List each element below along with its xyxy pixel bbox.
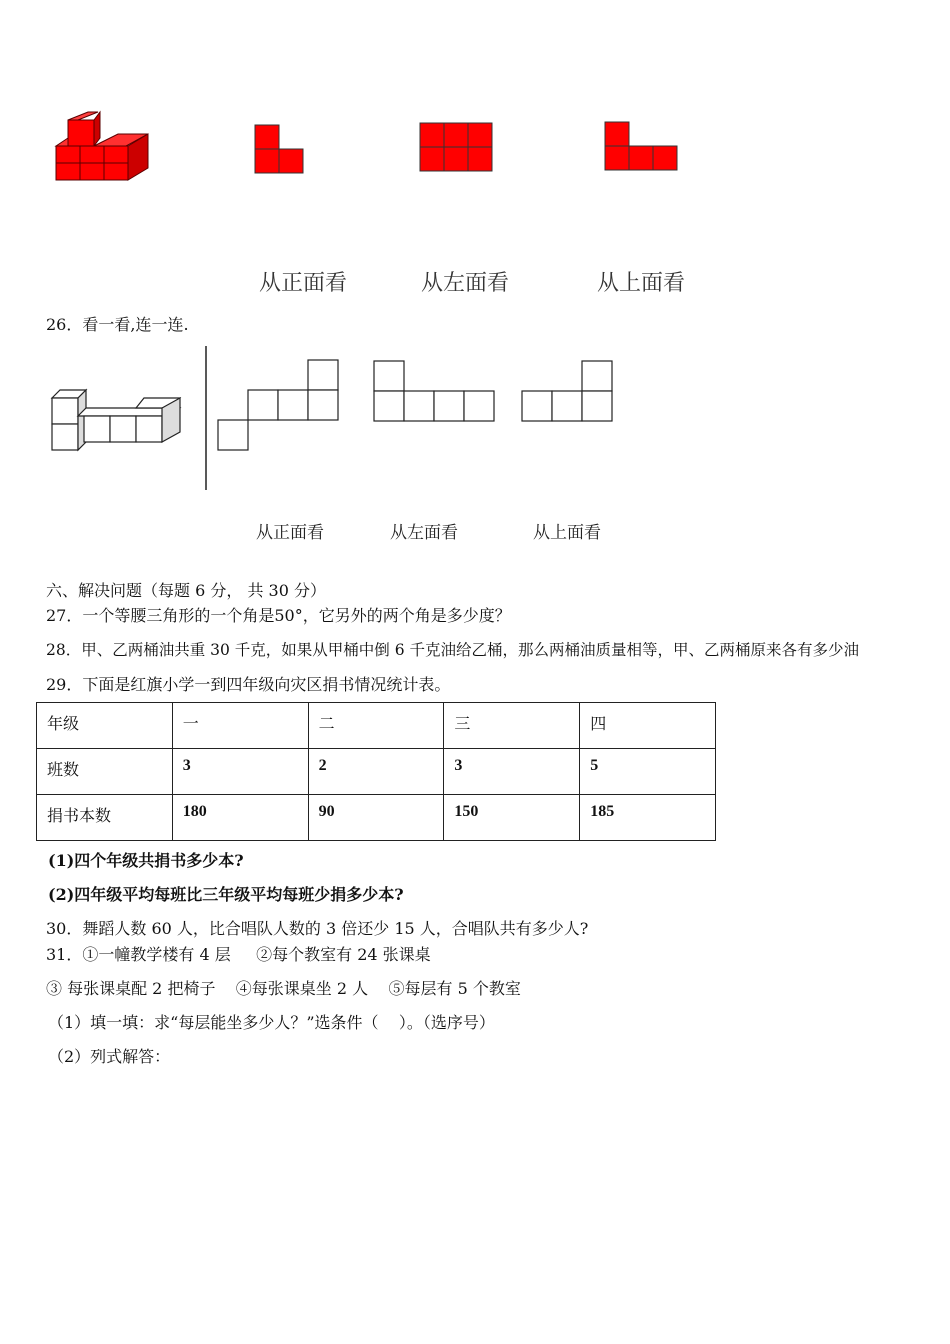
donation-table: [36, 702, 716, 841]
question-31-conditions-b: ③ 每张课桌配 2 把椅子 ④每张课桌坐 2 人 ⑤每层有 5 个教室: [46, 979, 521, 998]
table-header-cell: 年级: [37, 703, 173, 749]
table-header-row: [37, 703, 716, 749]
q26-label-left: 从左面看: [390, 523, 458, 543]
red-view-long-l-shape: [604, 121, 680, 173]
white-cube-solid-figure: [50, 386, 190, 456]
question-27: 27．一个等腰三角形的一个角是50°，它另外的两个角是多少度？: [46, 606, 511, 625]
table-cell: 2: [308, 749, 444, 795]
question-29-part-2: (2)四年级平均每班比三年级平均每班少捐多少本?: [48, 885, 404, 904]
question-28: 28．甲、乙两桶油共重 30 千克，如果从甲桶中倒 6 千克油给乙桶，那么两桶油质量相等，甲、乙两桶原来各有多少油: [46, 641, 860, 659]
question-30: 30．舞蹈人数 60 人，比合唱队人数的 3 倍还少 15 人，合唱队共有多少人?: [46, 919, 589, 938]
q26-title: 26．看一看,连一连.: [46, 315, 189, 334]
view-label-left: 从左面看: [421, 271, 510, 296]
table-cell: 5: [580, 749, 716, 795]
q26-label-top: 从上面看: [533, 523, 601, 543]
red-cube-solid-figure: [52, 108, 162, 188]
table-cell: 180: [172, 795, 308, 841]
table-header-cell: 二: [308, 703, 444, 749]
question-31-part-1: （1）填一填：求“每层能坐多少人？”选条件（ ）。（选序号）: [48, 1013, 495, 1032]
table-header-cell: 四: [580, 703, 716, 749]
outline-view-reversed-l: [520, 359, 614, 425]
q26-label-front: 从正面看: [256, 523, 324, 543]
table-cell: 90: [308, 795, 444, 841]
outline-view-long-l: [372, 359, 496, 425]
red-view-rectangle: [419, 122, 495, 174]
question-31-part-2: （2）列式解答：: [48, 1047, 171, 1066]
table-cell: 185: [580, 795, 716, 841]
table-header-cell: 三: [444, 703, 580, 749]
table-cell: 3: [444, 749, 580, 795]
table-row-label: 捐书本数: [37, 795, 173, 841]
question-31-conditions-a: 31．①一幢教学楼有 4 层 ②每个教室有 24 张课桌: [46, 945, 431, 964]
table-cell: 3: [172, 749, 308, 795]
red-view-l-shape: [254, 124, 306, 176]
view-label-top: 从上面看: [597, 271, 686, 296]
question-29: 29．下面是红旗小学一到四年级向灾区捐书情况统计表。: [46, 675, 451, 694]
table-row: [37, 795, 716, 841]
table-row: [37, 749, 716, 795]
table-cell: 150: [444, 795, 580, 841]
table-row-label: 班数: [37, 749, 173, 795]
view-label-front: 从正面看: [259, 271, 348, 296]
section-heading: 六、解决问题（每题 6 分， 共 30 分）: [46, 581, 326, 600]
question-29-part-1: (1)四个年级共捐书多少本?: [48, 851, 244, 870]
table-header-cell: 一: [172, 703, 308, 749]
divider-line: [204, 346, 208, 492]
outline-view-stairs: [218, 358, 342, 454]
